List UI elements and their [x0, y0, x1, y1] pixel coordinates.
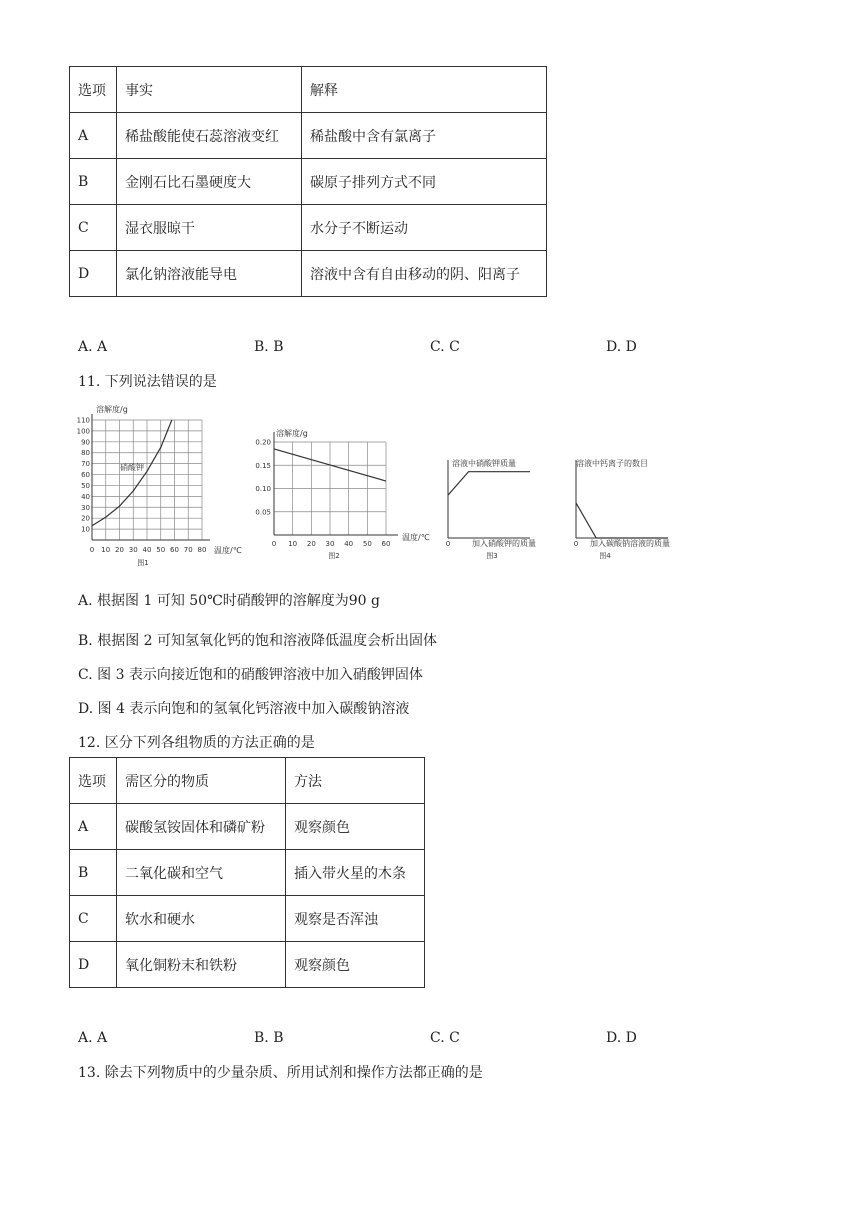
y-tick-label: 40 — [81, 492, 90, 501]
x-axis-label: 温度/℃ — [214, 546, 242, 555]
option-a[interactable]: A. A — [78, 1030, 108, 1046]
table-row — [70, 804, 425, 850]
table-cell: 稀盐酸能使石蕊溶液变红 — [117, 113, 302, 159]
figure-caption: 图3 — [486, 552, 498, 560]
table-row — [70, 850, 425, 896]
table-cell: 湿衣服晾干 — [117, 205, 302, 251]
table-cell: B — [70, 850, 117, 896]
x-tick-label: 50 — [362, 540, 372, 548]
chart-figure-4 — [574, 458, 670, 560]
x-tick-label: 70 — [183, 546, 193, 554]
origin-label: 0 — [445, 540, 451, 548]
x-tick-label: 0 — [271, 540, 277, 548]
option-d[interactable]: D. D — [606, 339, 637, 355]
x-tick-label: 60 — [381, 540, 391, 548]
series-line-potassium-nitrate — [92, 420, 172, 526]
figure-caption: 图1 — [137, 559, 149, 567]
x-axis-label: 加入碳酸钠溶液的质量 — [590, 539, 670, 548]
y-tick-label: 30 — [81, 503, 90, 512]
x-tick-labels — [272, 540, 391, 548]
series-label: 硝酸钾 — [120, 463, 144, 472]
y-axis-label: 溶液中钙离子的数目 — [576, 459, 648, 468]
y-tick-labels — [77, 417, 90, 534]
y-tick-label: 60 — [81, 471, 90, 480]
chart-figure-1 — [77, 404, 242, 567]
table-cell: 氧化铜粉末和铁粉 — [117, 942, 286, 988]
y-tick-label: 50 — [81, 481, 90, 490]
x-tick-label: 30 — [325, 540, 335, 548]
table-q12 — [69, 757, 425, 988]
x-tick-label: 60 — [170, 546, 179, 554]
table-cell: 溶液中含有自由移动的阴、阳离子 — [302, 251, 547, 297]
y-tick-label: 0.15 — [255, 461, 271, 470]
option-a[interactable]: A. A — [78, 339, 108, 355]
option-b[interactable]: B. B — [254, 1030, 284, 1046]
table-row — [70, 205, 547, 251]
y-tick-label: 0.10 — [255, 485, 271, 493]
table-cell: C — [70, 205, 117, 251]
table-cell: 金刚石比石墨硬度大 — [117, 159, 302, 205]
table-cell: 观察颜色 — [286, 942, 425, 988]
table-cell: 观察颜色 — [286, 804, 425, 850]
figure-caption: 图2 — [328, 552, 340, 560]
origin-label: 0 — [573, 540, 579, 548]
option-d[interactable]: D. 图 4 表示向饱和的氢氧化钙溶液中加入碳酸钠溶液 — [78, 701, 410, 717]
y-tick-label: 90 — [81, 438, 90, 447]
y-tick-label: 10 — [81, 525, 90, 534]
option-c[interactable]: C. 图 3 表示向接近饱和的硝酸钾溶液中加入硝酸钾固体 — [78, 667, 423, 683]
option-c[interactable]: C. C — [430, 1030, 460, 1046]
option-d[interactable]: D. D — [606, 1030, 637, 1046]
chart-axes — [92, 414, 210, 540]
x-tick-label: 10 — [288, 540, 298, 548]
table-row — [70, 942, 425, 988]
question-13-stem: 13. 除去下列物质中的少量杂质、所用试剂和操作方法都正确的是 — [78, 1065, 483, 1081]
series-line-calcium-ion-count — [576, 503, 668, 538]
y-tick-label: 0.05 — [255, 508, 271, 517]
table-cell: D — [70, 942, 117, 988]
y-tick-label: 70 — [81, 460, 90, 469]
table-row — [70, 113, 547, 159]
chart-grid — [92, 420, 202, 540]
table-cell: D — [70, 251, 117, 297]
chart-grid — [274, 442, 386, 535]
option-a[interactable]: A. 根据图 1 可知 50℃时硝酸钾的溶解度为90 g — [78, 593, 380, 609]
y-axis-label: 溶液中硝酸钾质量 — [452, 459, 516, 468]
question-11-stem: 11. 下列说法错误的是 — [78, 374, 217, 390]
table-header-cell: 需区分的物质 — [117, 758, 286, 804]
y-tick-label: 100 — [76, 427, 90, 436]
x-tick-labels — [90, 546, 207, 554]
y-tick-label: 80 — [81, 449, 90, 458]
table-cell: 二氧化碳和空气 — [117, 850, 286, 896]
chart-figure-2 — [255, 428, 429, 560]
table-cell: 水分子不断运动 — [302, 205, 547, 251]
question-12-stem: 12. 区分下列各组物质的方法正确的是 — [78, 735, 315, 751]
table-cell: 稀盐酸中含有氯离子 — [302, 113, 547, 159]
series-line-kno3-mass — [448, 472, 530, 495]
table-cell: 碳原子排列方式不同 — [302, 159, 547, 205]
figures-q11 — [68, 398, 688, 573]
x-tick-label: 40 — [142, 546, 152, 554]
table-cell: B — [70, 159, 117, 205]
table-cell: 观察是否浑浊 — [286, 896, 425, 942]
table-cell: C — [70, 896, 117, 942]
table-cell: A — [70, 804, 117, 850]
x-axis-label: 温度/℃ — [402, 533, 430, 542]
table-header-row — [70, 758, 425, 804]
option-b[interactable]: B. 根据图 2 可知氢氧化钙的饱和溶液降低温度会析出固体 — [78, 633, 437, 649]
chart-figure-3 — [446, 458, 536, 560]
table-header-cell: 方法 — [286, 758, 425, 804]
table-row — [70, 251, 547, 297]
y-tick-label: 20 — [81, 514, 90, 523]
table-cell: 软水和硬水 — [117, 896, 286, 942]
x-tick-label: 40 — [344, 540, 354, 548]
table-cell: 氯化钠溶液能导电 — [117, 251, 302, 297]
y-tick-label: 110 — [76, 416, 90, 425]
x-tick-label: 10 — [101, 546, 111, 554]
table-header-cell: 事实 — [117, 67, 302, 113]
x-tick-label: 20 — [306, 540, 316, 548]
option-b[interactable]: B. B — [254, 339, 284, 355]
table-header-cell: 选项 — [70, 758, 117, 804]
y-tick-label: 0.20 — [255, 438, 271, 447]
table-header-row — [70, 67, 547, 113]
option-c[interactable]: C. C — [430, 339, 460, 355]
y-axis-label: 溶解度/g — [96, 405, 128, 414]
table-row — [70, 896, 425, 942]
table-row — [70, 159, 547, 205]
table-header-cell: 选项 — [70, 67, 117, 113]
table-q10 — [69, 66, 547, 297]
x-axis-label: 加入硝酸钾的质量 — [472, 539, 536, 548]
x-tick-label: 80 — [197, 546, 207, 554]
figure-caption: 图4 — [599, 552, 611, 560]
table-cell: A — [70, 113, 117, 159]
x-tick-label: 0 — [89, 546, 95, 554]
x-tick-label: 20 — [115, 546, 124, 554]
x-tick-label: 30 — [128, 546, 138, 554]
y-axis-label: 溶解度/g — [276, 429, 308, 438]
x-tick-label: 50 — [156, 546, 166, 554]
table-cell: 插入带火星的木条 — [286, 850, 425, 896]
y-tick-labels — [255, 439, 271, 517]
table-cell: 碳酸氢铵固体和磷矿粉 — [117, 804, 286, 850]
table-header-cell: 解释 — [302, 67, 547, 113]
